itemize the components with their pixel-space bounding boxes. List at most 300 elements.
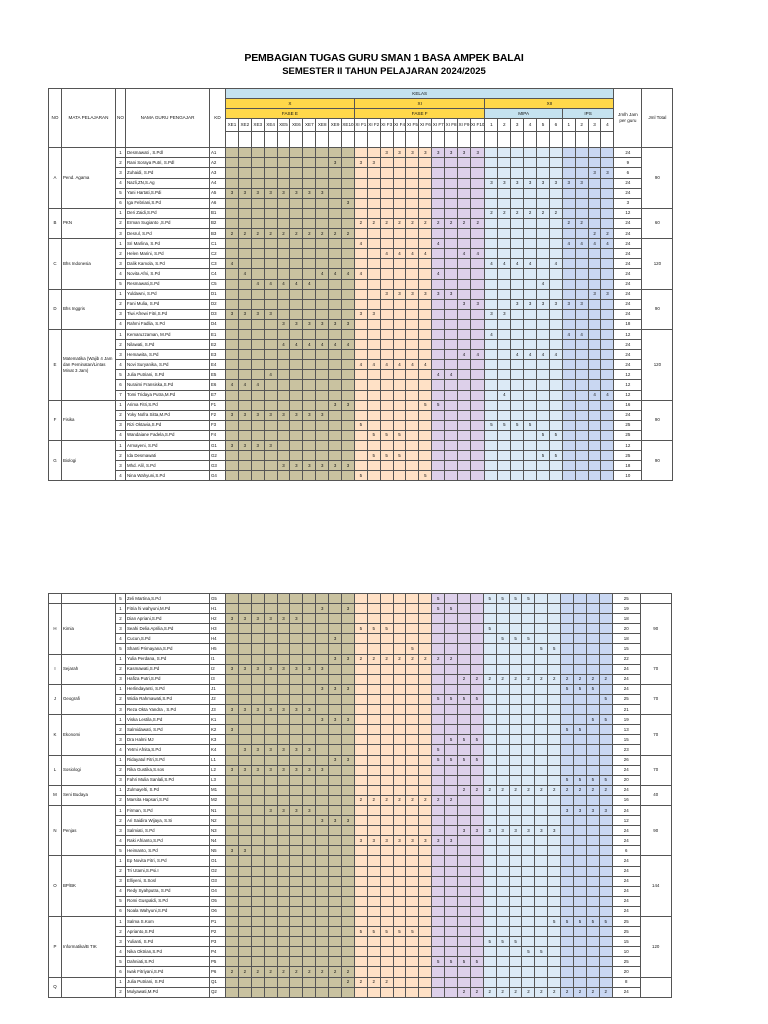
hours-cell-xi bbox=[470, 684, 483, 694]
hours-cell-x bbox=[277, 795, 290, 805]
hours-cell-xi bbox=[419, 329, 432, 339]
hours-cell-xi: 5 bbox=[432, 694, 445, 704]
hours-cell-xi bbox=[406, 715, 419, 725]
hours-cell-xii bbox=[522, 846, 535, 856]
hours-cell-x bbox=[226, 927, 239, 937]
teacher-kd: A3 bbox=[210, 168, 226, 178]
hours-cell-xi bbox=[380, 805, 393, 815]
hours-cell-x bbox=[226, 279, 239, 289]
teacher-no: 3 bbox=[116, 674, 126, 684]
hours-cell-xii bbox=[509, 947, 522, 957]
hours-cell-x bbox=[238, 340, 251, 350]
hours-cell-xii bbox=[575, 410, 588, 420]
hours-cell-xi bbox=[393, 441, 406, 451]
hours-cell-xi bbox=[380, 846, 393, 856]
hours-cell-x bbox=[264, 198, 277, 208]
hours-cell-xi bbox=[419, 299, 432, 309]
hours-cell-xii bbox=[562, 420, 575, 430]
hours-cell-x bbox=[277, 906, 290, 916]
hours-cell-xi: 5 bbox=[380, 927, 393, 937]
hours-cell-xi bbox=[458, 654, 471, 664]
hours-cell-xii bbox=[562, 390, 575, 400]
hours-cell-xii: 2 bbox=[483, 674, 496, 684]
table-row bbox=[49, 967, 672, 977]
hours-cell-x bbox=[303, 654, 316, 664]
hours-cell-x bbox=[342, 208, 355, 218]
hours-cell-x bbox=[342, 846, 355, 856]
hours-cell-x bbox=[342, 158, 355, 168]
hours-cell-xi: 2 bbox=[445, 654, 458, 664]
hours-cell-xi bbox=[419, 624, 432, 634]
hours-cell-x bbox=[303, 856, 316, 866]
teacher-name: Salmiati, S.Pd bbox=[126, 826, 210, 836]
hours-cell-xii bbox=[574, 604, 587, 614]
teacher-kd: E7 bbox=[210, 390, 226, 400]
hours-cell-xii bbox=[537, 319, 550, 329]
hours-cell-x bbox=[226, 299, 239, 309]
hours-cell-x bbox=[264, 866, 277, 876]
hours-cell-x bbox=[264, 299, 277, 309]
hours-cell-xi bbox=[354, 198, 367, 208]
hours-cell-x bbox=[264, 927, 277, 937]
hours-cell-xi bbox=[406, 259, 419, 269]
table-row bbox=[49, 694, 672, 704]
hours-cell-xii bbox=[524, 471, 537, 481]
hours-cell-xii: 3 bbox=[562, 299, 575, 309]
hours-cell-x: 4 bbox=[342, 340, 355, 350]
header-grade-xii: XII bbox=[485, 99, 614, 109]
hours-cell-xi bbox=[406, 856, 419, 866]
hours-cell-xi bbox=[354, 765, 367, 775]
hours-cell-xii: 4 bbox=[485, 259, 498, 269]
hours-cell-x bbox=[342, 259, 355, 269]
hours-cell-xii bbox=[562, 289, 575, 299]
hours-cell-x bbox=[277, 198, 290, 208]
hours-cell-xii bbox=[509, 765, 522, 775]
hours-cell-xi bbox=[393, 896, 406, 906]
hours-cell-xii bbox=[586, 664, 599, 674]
hours-cell-xii bbox=[561, 755, 574, 765]
teacher-no: 1 bbox=[116, 289, 126, 299]
hours-cell-xii bbox=[509, 836, 522, 846]
hours-cell-xii bbox=[561, 906, 574, 916]
teacher-no: 1 bbox=[116, 400, 126, 410]
hours-cell-xii bbox=[548, 614, 561, 624]
hours-cell-xi bbox=[470, 309, 485, 319]
hours-cell-xi bbox=[354, 684, 367, 694]
hours-cell-xi bbox=[393, 856, 406, 866]
hours-cell-x bbox=[226, 866, 239, 876]
hours-cell-xi bbox=[458, 886, 471, 896]
hours-cell-x bbox=[290, 715, 303, 725]
hours-cell-xii: 2 bbox=[524, 208, 537, 218]
hours-cell-xi bbox=[470, 967, 483, 977]
hours-cell-x bbox=[316, 886, 329, 896]
hours-cell-x bbox=[303, 634, 316, 644]
hours-cell-xi bbox=[458, 360, 471, 370]
hours-cell-x bbox=[277, 178, 290, 188]
hours-cell-xii bbox=[496, 725, 509, 735]
hours-cell-xii bbox=[575, 319, 588, 329]
hours-cell-x: 3 bbox=[251, 614, 264, 624]
hours-cell-xii bbox=[496, 604, 509, 614]
hours-cell-xi: 3 bbox=[406, 289, 419, 299]
hours-per-teacher: 20 bbox=[612, 775, 640, 785]
hours-cell-xi bbox=[458, 289, 471, 299]
hours-cell-xi bbox=[393, 329, 406, 339]
hours-cell-x bbox=[277, 168, 290, 178]
hours-cell-x bbox=[316, 148, 329, 158]
hours-cell-x bbox=[290, 594, 303, 604]
hours-cell-xii bbox=[511, 430, 524, 440]
hours-cell-xi bbox=[367, 279, 380, 289]
hours-cell-x: 3 bbox=[342, 604, 355, 614]
hours-cell-xi bbox=[380, 269, 393, 279]
hours-cell-xi bbox=[458, 229, 471, 239]
hours-cell-x bbox=[264, 329, 277, 339]
hours-cell-x bbox=[290, 178, 303, 188]
hours-cell-x bbox=[264, 906, 277, 916]
hours-cell-xii bbox=[511, 471, 524, 481]
hours-cell-xi bbox=[406, 178, 419, 188]
hours-cell-x bbox=[342, 775, 355, 785]
table-row bbox=[49, 208, 673, 218]
hours-cell-xi bbox=[445, 725, 458, 735]
teacher-no: 6 bbox=[116, 380, 126, 390]
hours-cell-xi bbox=[432, 664, 445, 674]
hours-cell-x bbox=[290, 309, 303, 319]
hours-cell-xi: 4 bbox=[393, 360, 406, 370]
teacher-name: Salma S.Kom bbox=[126, 917, 210, 927]
hours-cell-x bbox=[264, 846, 277, 856]
table-row bbox=[49, 370, 673, 380]
hours-cell-xi bbox=[354, 259, 367, 269]
hours-cell-x bbox=[342, 370, 355, 380]
hours-cell-xii bbox=[498, 319, 511, 329]
teacher-kd: F2 bbox=[210, 410, 226, 420]
hours-cell-xii bbox=[549, 239, 562, 249]
header-class-xi: XI F8 bbox=[445, 119, 458, 132]
hours-cell-xii bbox=[509, 775, 522, 785]
hours-cell-xii bbox=[535, 846, 548, 856]
hours-cell-xii bbox=[522, 725, 535, 735]
hours-cell-xi bbox=[458, 775, 471, 785]
hours-cell-xii: 3 bbox=[549, 299, 562, 309]
hours-cell-x bbox=[277, 430, 290, 440]
hours-cell-x bbox=[238, 947, 251, 957]
hours-cell-xii: 5 bbox=[561, 775, 574, 785]
hours-cell-x bbox=[251, 917, 264, 927]
hours-cell-x: 4 bbox=[290, 340, 303, 350]
subject-code: O bbox=[49, 856, 62, 917]
hours-cell-xi: 3 bbox=[432, 289, 445, 299]
header-ips: IPS bbox=[562, 109, 614, 119]
hours-cell-xii bbox=[549, 279, 562, 289]
hours-cell-xii bbox=[574, 644, 587, 654]
teacher-no: 2 bbox=[116, 158, 126, 168]
hours-cell-xii: 5 bbox=[599, 775, 612, 785]
hours-cell-xii: 5 bbox=[561, 917, 574, 927]
hours-cell-x: 2 bbox=[238, 229, 251, 239]
hours-cell-xi bbox=[432, 461, 445, 471]
hours-cell-xii bbox=[562, 229, 575, 239]
hours-cell-xi bbox=[354, 208, 367, 218]
hours-cell-xi bbox=[406, 876, 419, 886]
table-row bbox=[49, 400, 673, 410]
hours-cell-x bbox=[342, 725, 355, 735]
hours-per-teacher: 18 bbox=[612, 634, 640, 644]
hours-cell-xi bbox=[470, 604, 483, 614]
hours-cell-x bbox=[290, 249, 303, 259]
hours-cell-xi bbox=[380, 735, 393, 745]
hours-per-teacher: 15 bbox=[612, 735, 640, 745]
hours-cell-xi bbox=[458, 430, 471, 440]
hours-cell-x bbox=[303, 208, 316, 218]
hours-cell-x bbox=[264, 340, 277, 350]
hours-cell-xii bbox=[599, 906, 612, 916]
teacher-name: Zeli Martina,S.Pd bbox=[126, 594, 210, 604]
hours-cell-x bbox=[342, 937, 355, 947]
hours-cell-xi bbox=[367, 644, 380, 654]
hours-cell-xi bbox=[380, 319, 393, 329]
hours-cell-xii bbox=[511, 329, 524, 339]
hours-cell-xi bbox=[380, 694, 393, 704]
hours-cell-xi bbox=[470, 158, 485, 168]
hours-cell-x: 3 bbox=[238, 765, 251, 775]
hours-cell-xii bbox=[535, 937, 548, 947]
hours-cell-xi: 3 bbox=[432, 836, 445, 846]
hours-cell-x bbox=[264, 694, 277, 704]
teacher-name: Arima Fitri,S.Pd bbox=[126, 400, 210, 410]
hours-cell-x bbox=[290, 158, 303, 168]
hours-cell-x: 3 bbox=[238, 188, 251, 198]
hours-cell-xii bbox=[496, 977, 509, 987]
table-row bbox=[49, 430, 673, 440]
teacher-name: Armayeni, S.Pd bbox=[126, 441, 210, 451]
hours-cell-x bbox=[329, 329, 342, 339]
hours-cell-x bbox=[226, 947, 239, 957]
hours-cell-xi bbox=[445, 876, 458, 886]
hours-cell-xi: 5 bbox=[419, 471, 432, 481]
hours-cell-xii bbox=[586, 856, 599, 866]
hours-cell-xii: 4 bbox=[601, 239, 614, 249]
header-class-xii: 2 bbox=[575, 119, 588, 132]
hours-cell-x bbox=[316, 614, 329, 624]
hours-cell-xii bbox=[485, 350, 498, 360]
hours-cell-x bbox=[226, 634, 239, 644]
hours-cell-x bbox=[303, 360, 316, 370]
hours-cell-xi bbox=[354, 705, 367, 715]
teacher-no: 2 bbox=[116, 725, 126, 735]
header-class-xi: XI F6 bbox=[419, 119, 432, 132]
hours-cell-xi: 5 bbox=[470, 694, 483, 704]
hours-cell-x bbox=[303, 846, 316, 856]
subject-code: J bbox=[49, 684, 62, 714]
hours-cell-xi bbox=[393, 684, 406, 694]
hours-cell-xii bbox=[574, 816, 587, 826]
hours-cell-xi bbox=[470, 208, 485, 218]
hours-per-teacher: 18 bbox=[614, 319, 642, 329]
hours-cell-xii bbox=[498, 430, 511, 440]
subject-code: F bbox=[49, 400, 62, 440]
hours-cell-xii: 3 bbox=[537, 299, 550, 309]
hours-cell-xi bbox=[419, 178, 432, 188]
hours-cell-xi bbox=[354, 350, 367, 360]
hours-cell-x bbox=[251, 239, 264, 249]
page-title-block bbox=[0, 52, 768, 78]
teacher-no: 3 bbox=[116, 229, 126, 239]
hours-cell-x bbox=[238, 239, 251, 249]
hours-cell-xii: 3 bbox=[599, 805, 612, 815]
hours-cell-xii bbox=[522, 715, 535, 725]
hours-cell-x bbox=[303, 249, 316, 259]
hours-cell-xi bbox=[432, 715, 445, 725]
hours-cell-x: 3 bbox=[238, 309, 251, 319]
hours-cell-xii bbox=[483, 684, 496, 694]
hours-cell-xi bbox=[367, 674, 380, 684]
hours-cell-xii bbox=[496, 694, 509, 704]
hours-cell-xi bbox=[419, 725, 432, 735]
hours-cell-xi bbox=[354, 805, 367, 815]
header-spacer bbox=[367, 132, 380, 148]
hours-cell-x bbox=[238, 370, 251, 380]
hours-cell-x bbox=[226, 987, 239, 997]
hours-cell-x bbox=[303, 917, 316, 927]
hours-cell-xii bbox=[574, 594, 587, 604]
hours-cell-xi bbox=[354, 987, 367, 997]
hours-cell-xii bbox=[599, 866, 612, 876]
hours-cell-xi: 4 bbox=[470, 249, 485, 259]
hours-cell-x bbox=[251, 896, 264, 906]
hours-cell-x bbox=[290, 380, 303, 390]
hours-cell-xi: 2 bbox=[445, 795, 458, 805]
hours-cell-xii bbox=[524, 289, 537, 299]
subject-total-hours: 60 bbox=[642, 208, 673, 238]
hours-cell-xi bbox=[367, 299, 380, 309]
teacher-name: Nilawati, S.Pd bbox=[126, 340, 210, 350]
hours-cell-x bbox=[251, 886, 264, 896]
hours-cell-x bbox=[342, 886, 355, 896]
hours-cell-x bbox=[316, 957, 329, 967]
subject-total-hours: 90 bbox=[640, 805, 671, 855]
hours-cell-x bbox=[226, 624, 239, 634]
hours-cell-x bbox=[342, 380, 355, 390]
hours-cell-xi bbox=[445, 188, 458, 198]
hours-cell-xii bbox=[586, 947, 599, 957]
hours-cell-xii: 4 bbox=[524, 259, 537, 269]
hours-cell-x bbox=[264, 218, 277, 228]
hours-cell-x bbox=[264, 917, 277, 927]
header-spacer bbox=[419, 132, 432, 148]
hours-per-teacher: 16 bbox=[612, 795, 640, 805]
hours-cell-xii bbox=[522, 805, 535, 815]
table-row bbox=[49, 229, 673, 239]
hours-cell-xii bbox=[574, 957, 587, 967]
hours-cell-xii: 5 bbox=[586, 917, 599, 927]
hours-cell-xi bbox=[432, 420, 445, 430]
header-spacer bbox=[601, 132, 614, 148]
hours-cell-xi bbox=[470, 594, 483, 604]
hours-cell-xii: 5 bbox=[496, 634, 509, 644]
page2-table bbox=[48, 593, 672, 998]
subject-code bbox=[49, 594, 62, 604]
hours-cell-x bbox=[342, 745, 355, 755]
hours-cell-xi bbox=[354, 614, 367, 624]
teacher-kd: N2 bbox=[210, 816, 226, 826]
teacher-no: 5 bbox=[116, 846, 126, 856]
hours-cell-xii bbox=[509, 664, 522, 674]
hours-cell-xii bbox=[586, 795, 599, 805]
hours-cell-xii bbox=[575, 360, 588, 370]
hours-cell-xi bbox=[393, 380, 406, 390]
hours-cell-x bbox=[290, 370, 303, 380]
hours-cell-x: 3 bbox=[329, 319, 342, 329]
hours-cell-x bbox=[303, 927, 316, 937]
hours-cell-xii bbox=[588, 299, 601, 309]
teacher-name: Helen Marini, S.Pd bbox=[126, 249, 210, 259]
subject-name: Matematika (Wajib 4 Jam dan Peminatan/Lintas Minat 3 Jam) bbox=[62, 329, 116, 400]
table-row bbox=[49, 451, 673, 461]
hours-cell-x bbox=[303, 886, 316, 896]
hours-cell-xii bbox=[588, 319, 601, 329]
hours-cell-xi: 2 bbox=[367, 977, 380, 987]
hours-cell-xii: 5 bbox=[549, 430, 562, 440]
hours-per-teacher: 24 bbox=[614, 239, 642, 249]
hours-cell-xii bbox=[575, 188, 588, 198]
hours-per-teacher: 26 bbox=[612, 755, 640, 765]
teacher-name: Dahniati,S.Pd bbox=[126, 957, 210, 967]
hours-cell-xii bbox=[586, 957, 599, 967]
hours-cell-x: 3 bbox=[264, 664, 277, 674]
hours-cell-x bbox=[251, 866, 264, 876]
hours-cell-xii bbox=[599, 947, 612, 957]
hours-per-teacher: 24 bbox=[612, 836, 640, 846]
hours-cell-x bbox=[251, 735, 264, 745]
teacher-kd: A2 bbox=[210, 158, 226, 168]
hours-cell-xi bbox=[432, 977, 445, 987]
hours-cell-x bbox=[303, 441, 316, 451]
hours-cell-xii bbox=[586, 816, 599, 826]
hours-cell-x bbox=[226, 937, 239, 947]
teacher-name: Yuldawni, S.Pd bbox=[126, 289, 210, 299]
hours-cell-xii bbox=[511, 451, 524, 461]
hours-cell-xi bbox=[458, 451, 471, 461]
hours-cell-x bbox=[290, 471, 303, 481]
hours-cell-xii bbox=[599, 816, 612, 826]
hours-cell-x bbox=[238, 836, 251, 846]
hours-cell-xii bbox=[601, 309, 614, 319]
hours-cell-xii: 5 bbox=[586, 775, 599, 785]
hours-cell-x: 4 bbox=[251, 279, 264, 289]
hours-cell-x bbox=[303, 826, 316, 836]
hours-cell-xii bbox=[549, 340, 562, 350]
hours-cell-xi bbox=[445, 259, 458, 269]
teacher-kd: B1 bbox=[210, 208, 226, 218]
hours-cell-xii bbox=[548, 775, 561, 785]
hours-cell-x bbox=[329, 694, 342, 704]
hours-cell-xii bbox=[483, 694, 496, 704]
hours-cell-xi bbox=[432, 158, 445, 168]
hours-cell-xi bbox=[367, 208, 380, 218]
hours-cell-xii bbox=[498, 249, 511, 259]
hours-cell-xi: 3 bbox=[419, 148, 432, 158]
hours-per-teacher: 25 bbox=[612, 927, 640, 937]
hours-cell-xii bbox=[599, 927, 612, 937]
teacher-name: Julia Putriani, S.Pd bbox=[126, 977, 210, 987]
hours-cell-xii bbox=[574, 836, 587, 846]
table-row bbox=[49, 826, 672, 836]
hours-cell-x bbox=[342, 289, 355, 299]
